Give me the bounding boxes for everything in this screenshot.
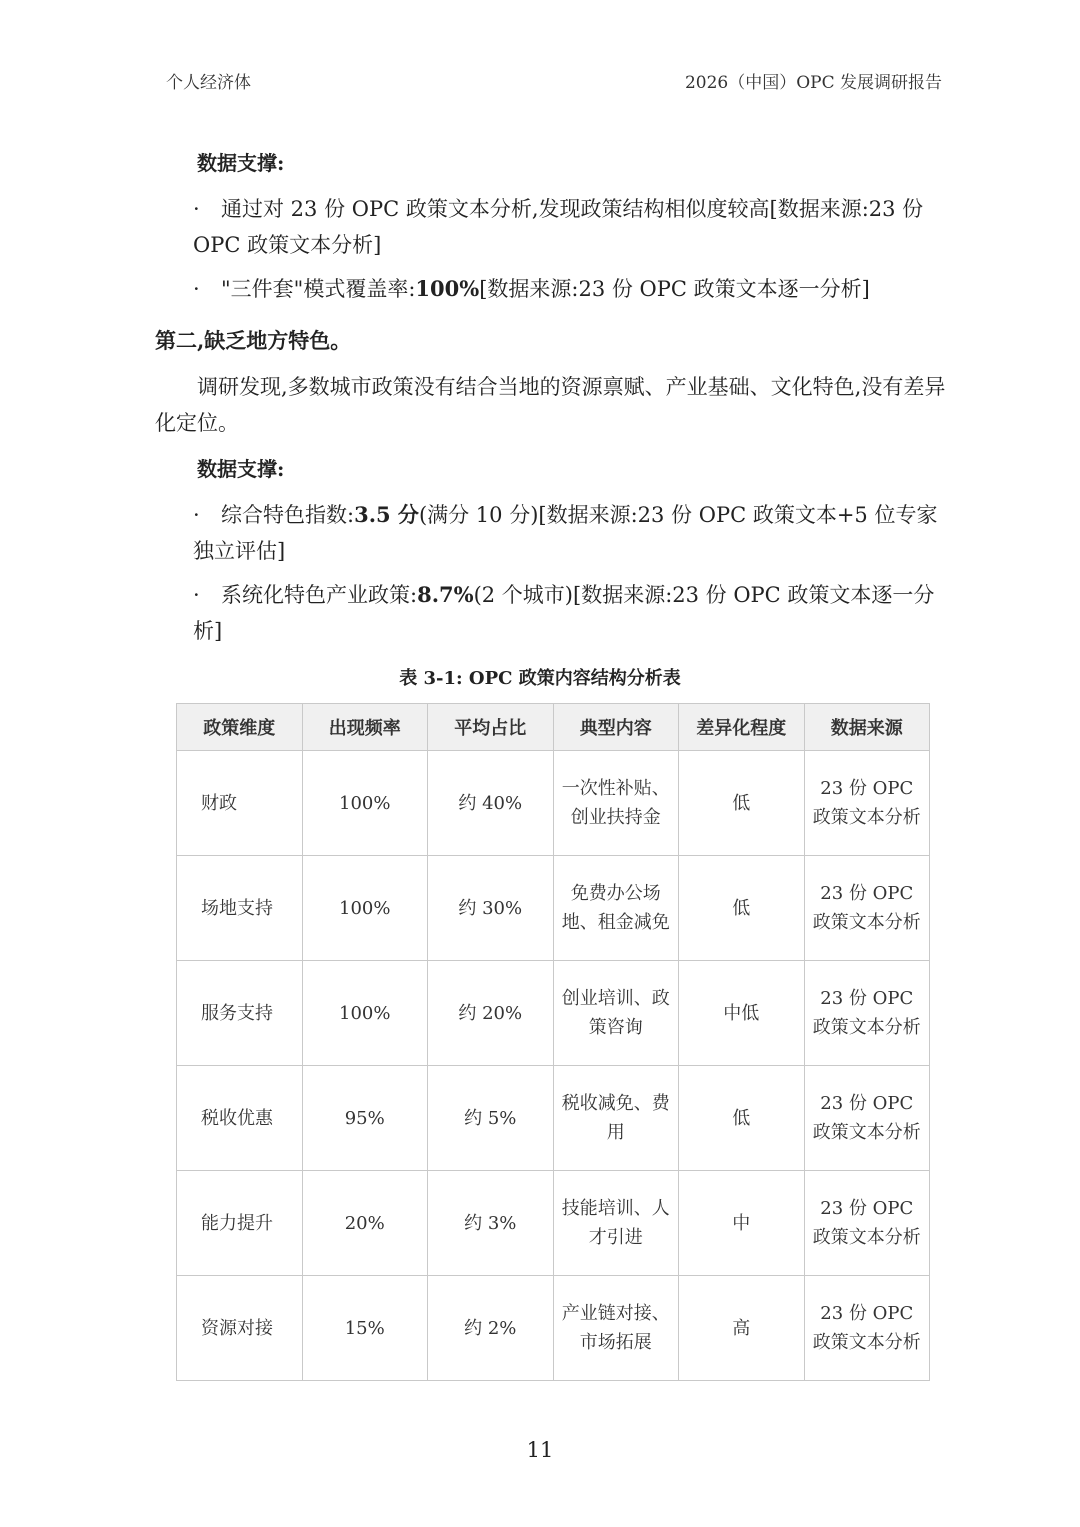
cell-frequency: 15% xyxy=(302,1276,428,1381)
bullet-text: [数据来源:23 份 OPC 政策文本逐一分析] xyxy=(479,277,870,301)
cell-dimension: 场地支持 xyxy=(177,856,303,961)
cell-diff: 中 xyxy=(679,1171,805,1276)
cell-source: 23 份 OPC 政策文本分析 xyxy=(804,1066,930,1171)
table-row xyxy=(177,856,930,961)
cell-dimension: 财政 xyxy=(177,751,303,856)
col-header-share: 平均占比 xyxy=(428,704,554,751)
cell-content: 产业链对接、市场拓展 xyxy=(553,1276,679,1381)
section-heading: 第二,缺乏地方特色。 xyxy=(155,328,352,353)
col-header-source: 数据来源 xyxy=(804,704,930,751)
bullet-text: 综合特色指数: xyxy=(221,503,355,527)
cell-dimension: 能力提升 xyxy=(177,1171,303,1276)
bullet-item xyxy=(193,191,955,263)
cell-source: 23 份 OPC 政策文本分析 xyxy=(804,1276,930,1381)
page-number: 11 xyxy=(526,1438,554,1462)
cell-frequency: 20% xyxy=(302,1171,428,1276)
cell-share: 约 5% xyxy=(428,1066,554,1171)
cell-content: 技能培训、人才引进 xyxy=(553,1171,679,1276)
cell-frequency: 95% xyxy=(302,1066,428,1171)
cell-source: 23 份 OPC 政策文本分析 xyxy=(804,856,930,961)
cell-diff: 低 xyxy=(679,751,805,856)
bullet-item xyxy=(193,497,955,569)
cell-content: 免费办公场地、租金减免 xyxy=(553,856,679,961)
bullet-text: 系统化特色产业政策: xyxy=(221,583,418,607)
bullet-text: "三件套"模式覆盖率: xyxy=(221,277,416,301)
col-header-content: 典型内容 xyxy=(553,704,679,751)
table-caption: 表 3-1: OPC 政策内容结构分析表 xyxy=(399,668,681,689)
cell-frequency: 100% xyxy=(302,751,428,856)
bullet-item xyxy=(193,271,955,307)
policy-structure-table xyxy=(176,703,930,1381)
cell-frequency: 100% xyxy=(302,856,428,961)
cell-content: 一次性补贴、创业扶持金 xyxy=(553,751,679,856)
cell-frequency: 100% xyxy=(302,961,428,1066)
cell-share: 约 20% xyxy=(428,961,554,1066)
cell-dimension: 税收优惠 xyxy=(177,1066,303,1171)
cell-content: 税收减免、费用 xyxy=(553,1066,679,1171)
bullet-item xyxy=(193,577,955,649)
table-row xyxy=(177,751,930,856)
cell-source: 23 份 OPC 政策文本分析 xyxy=(804,961,930,1066)
data-support-label: 数据支撑: xyxy=(197,151,285,175)
cell-content: 创业培训、政策咨询 xyxy=(553,961,679,1066)
cell-diff: 中低 xyxy=(679,961,805,1066)
table-row xyxy=(177,1276,930,1381)
cell-dimension: 资源对接 xyxy=(177,1276,303,1381)
cell-share: 约 3% xyxy=(428,1171,554,1276)
header-right-title: 2026（中国）OPC 发展调研报告 xyxy=(684,73,942,93)
bullet-dot: · xyxy=(193,197,200,221)
table-header-row xyxy=(177,704,930,751)
bullet-dot: · xyxy=(193,277,200,301)
bullet-dot: · xyxy=(193,503,200,527)
bullet-dot: · xyxy=(193,583,200,607)
bullet-highlight: 8.7% xyxy=(417,582,474,607)
col-header-diff: 差异化程度 xyxy=(679,704,805,751)
bullet-highlight: 100% xyxy=(415,276,480,301)
cell-diff: 低 xyxy=(679,856,805,961)
main-content xyxy=(155,145,955,657)
data-support-label: 数据支撑: xyxy=(197,457,285,481)
bullet-text: 通过对 23 份 OPC 政策文本分析,发现政策结构相似度较高[数据来源:23 份 OPC 政策文本分析] xyxy=(193,197,924,257)
table-row xyxy=(177,961,930,1066)
cell-diff: 高 xyxy=(679,1276,805,1381)
cell-share: 约 40% xyxy=(428,751,554,856)
table-row xyxy=(177,1171,930,1276)
cell-source: 23 份 OPC 政策文本分析 xyxy=(804,1171,930,1276)
bullet-text: (满分 10 分)[数据来源:23 份 OPC 政策文本+5 位专家独立评估] xyxy=(193,503,938,563)
cell-source: 23 份 OPC 政策文本分析 xyxy=(804,751,930,856)
table-row xyxy=(177,1066,930,1171)
cell-share: 约 2% xyxy=(428,1276,554,1381)
cell-diff: 低 xyxy=(679,1066,805,1171)
paragraph: 调研发现,多数城市政策没有结合当地的资源禀赋、产业基础、文化特色,没有差异化定位。 xyxy=(155,375,946,435)
cell-dimension: 服务支持 xyxy=(177,961,303,1066)
col-header-dimension: 政策维度 xyxy=(177,704,303,751)
col-header-frequency: 出现频率 xyxy=(302,704,428,751)
header-left-title: 个人经济体 xyxy=(166,73,251,93)
cell-share: 约 30% xyxy=(428,856,554,961)
bullet-highlight: 3.5 分 xyxy=(354,502,419,527)
bullet-text: (2 个城市)[数据来源:23 份 OPC 政策文本逐一分析] xyxy=(193,583,935,643)
